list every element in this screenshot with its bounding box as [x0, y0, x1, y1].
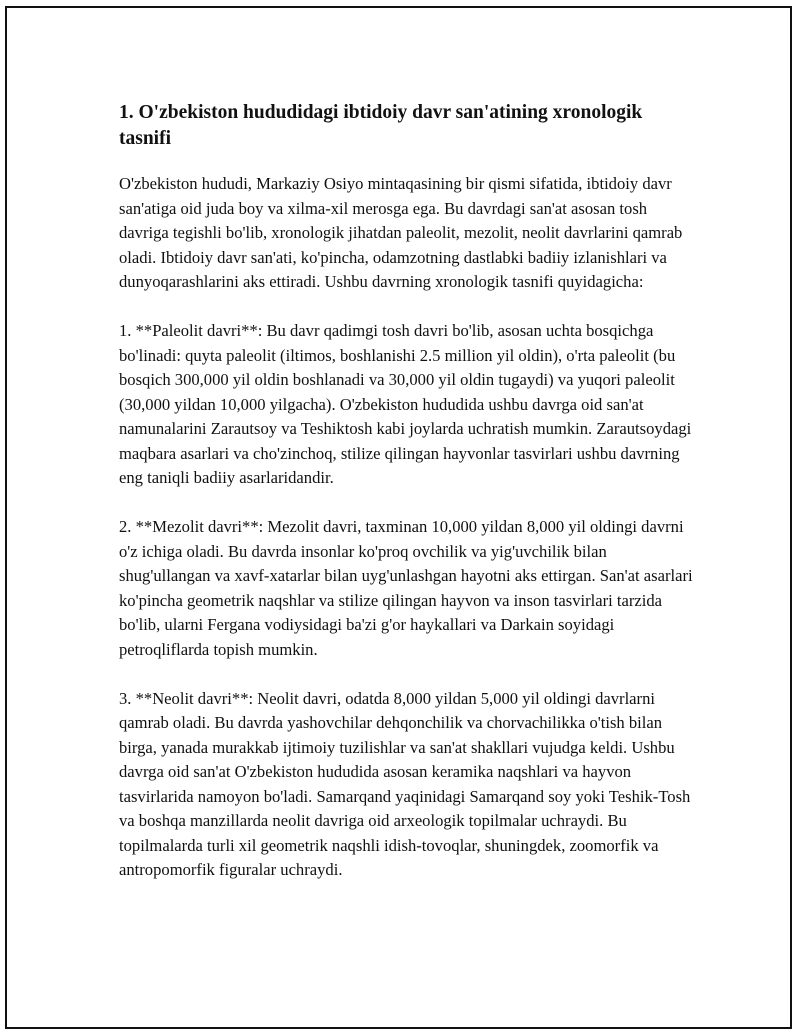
document-body [119, 100, 699, 907]
mezolit-paragraph: 2. **Mezolit davri**: Mezolit davri, taxminan 10,000 yildan 8,000 yil oldingi davrni o'z ichiga oladi. Bu davrda insonlar ko'proq ovchilik va yig'uvchilik bilan shug'ullangan va xavf-xatarlar bilan uyg'unlashgan hayotni aks ettirgan. San'at asarlari ko'pincha geometrik naqshlar va stilize qilingan hayvon va inson tasvirlari tarzida bo'lib, ularni Fergana vodiysidagi ba'zi g'or haykallari va Darkain soyidagi petroqliflarda topish mumkin. [119, 517, 693, 659]
paleolit-paragraph: 1. **Paleolit davri**: Bu davr qadimgi tosh davri bo'lib, asosan uchta bosqichga bo'linadi: quyta paleolit (iltimos, boshlanishi 2.5 million yil oldin), o'rta paleolit (bu bosqich 300,000 yil oldin boshlanadi va 30,000 yil oldin tugaydi) va yuqori paleolit (30,000 yildan 10,000 yilgacha). O'zbekiston hududida ushbu davrga oid san'at namunalarini Zarautsoy va Teshiktosh kabi joylarda uchratish mumkin. Zarautsoydagi maqbara asarlari va cho'zinchoq, stilize qilingan hayvonlar tasvirlari ushbu davrning eng taniqli badiiy asarlaridandir. [119, 321, 692, 487]
neolit-paragraph: 3. **Neolit davri**: Neolit davri, odatda 8,000 yildan 5,000 yil oldingi davrlarni qamrab oladi. Bu davrda yashovchilar dehqonchilik va chorvachilikka o'tish bilan birga, yanada murakkab ijtimoiy tuzilishlar va san'at shakllari vujudga keldi. Ushbu davrga oid san'at O'zbekiston hududida asosan keramika naqshlari va hayvon tasvirlarida namoyon bo'ladi. Samarqand yaqinidagi Samarqand soy yoki Teshik-Tosh va boshqa manzillarda neolit davriga oid arxeologik topilmalar uchraydi. Bu topilmalarda turli xil geometrik naqshli idish-tovoqlar, shuningdek, zoomorfik va antropomorfik figuralar uchraydi. [119, 688, 691, 879]
document-page [5, 6, 792, 1029]
section-heading: 1. O'zbekiston hududidagi ibtidoiy davr san'atining xronologik tasnifi [119, 102, 643, 149]
intro-paragraph: O'zbekiston hududi, Markaziy Osiyo mintaqasining bir qismi sifatida, ibtidoiy davr san'atiga oid juda boy va xilma-xil merosga ega. Bu davrdagi san'at asosan tosh davriga tegishli bo'lib, xronologik jihatdan paleolit, mezolit, neolit davrlarini qamrab oladi. Ibtidoiy davr san'ati, ko'pincha, odamzotning dastlabki badiiy izlanishlari va dunyoqarashlarini aks ettiradi. Ushbu davrning xronologik tasnifi quyidagicha: [119, 174, 683, 291]
